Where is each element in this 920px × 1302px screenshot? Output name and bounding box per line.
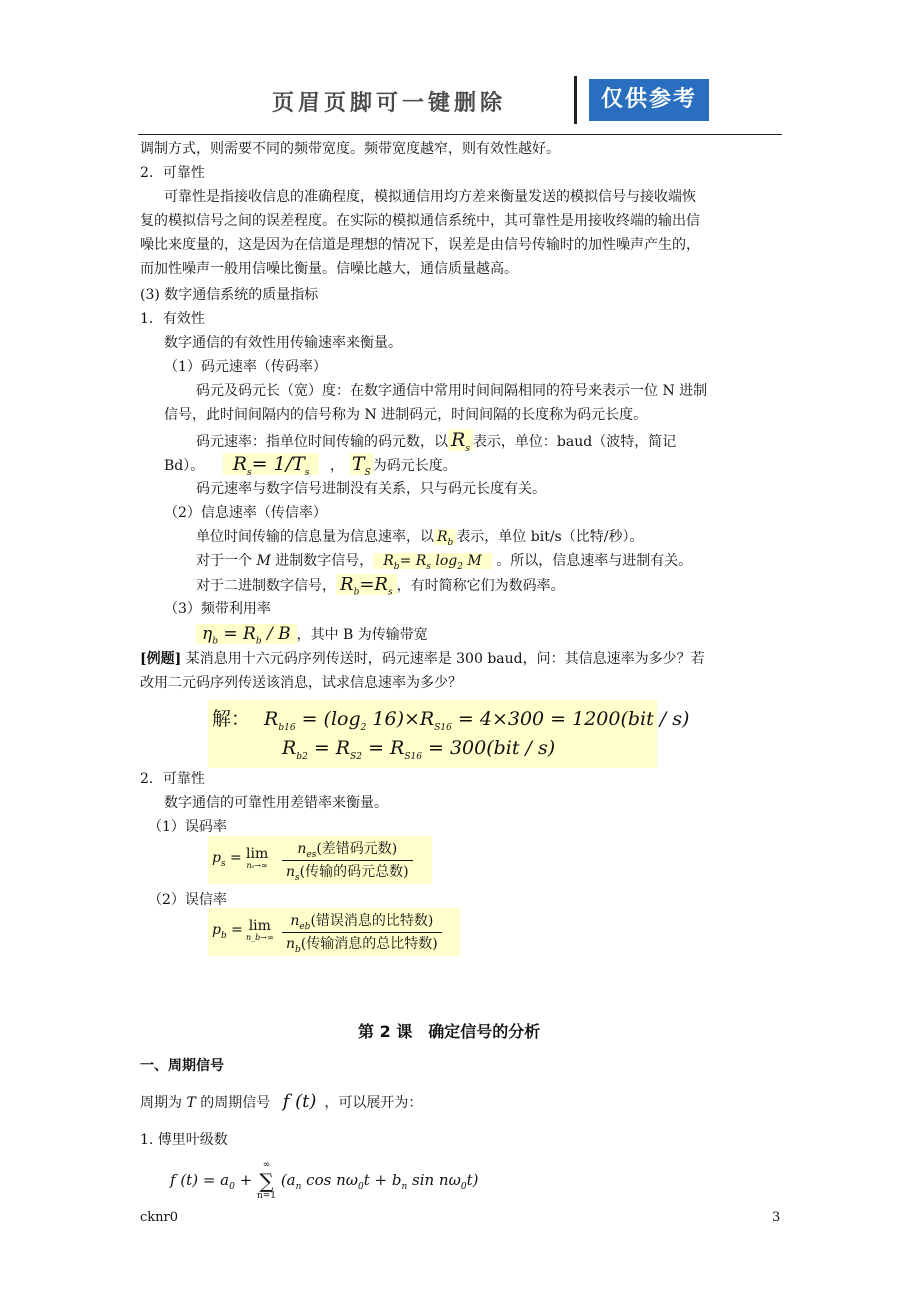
text-line: $\eta_b = R_b / B$ ，其中 B 为传输带宽 [196, 622, 428, 653]
eta-formula: $\eta_b = R_b / B$ [196, 624, 297, 644]
section-heading: 1．有效性 [140, 311, 205, 327]
solution-line-2: $R_{b2} = R_{S2} = R_{S16} = 300(bit / s)$ [282, 737, 556, 762]
section-heading: (3) 数字通信系统的质量指标 [140, 287, 319, 303]
text-line: 数字通信的可靠性用差错率来衡量。 [164, 795, 388, 811]
text-line: 数字通信的有效性用传输速率来衡量。 [164, 335, 402, 351]
text-line: 码元速率：指单位时间传输的码元数，以 $R_s$ 表示，单位：baud（波特，简记 [196, 429, 677, 454]
subsection-heading: （1）码元速率（传码率） [164, 359, 327, 375]
subsection-heading: （2）误信率 [148, 892, 227, 908]
rb-log-formula: $R_b= R_s$ $\log_2 M$ [373, 553, 492, 569]
text-line: 信号，此时间间隔内的信号称为 N 进制码元，时间间隔的长度称为码元长度。 [164, 407, 648, 423]
header-badge: 仅供参考 [589, 79, 709, 121]
text-line: 周期为 T 的周期信号 f (t) ，可以展开为： [140, 1091, 423, 1112]
text-line: 调制方式，则需要不同的频带宽度。频带宽度越窄，则有效性越好。 [140, 141, 560, 157]
fourier-formula: f $(t) = a_0$ + ∞ ∑ n=1 ($a_n$ $\cos n\omega_0t + b_n$ $\sin n\omega_0t$) [170, 1160, 479, 1201]
ps-formula: $p_s$ = lim nₛ→∞ $n_{es}$(差错码元数) $n_s$(传输的码元总数) [208, 836, 432, 884]
section-heading: 2．可靠性 [140, 771, 205, 787]
footer-left: cknr0 [140, 1210, 179, 1225]
page-number: 3 [772, 1210, 781, 1225]
ts-symbol: $T_S$ [351, 453, 371, 478]
text-line: 复的模拟信号之间的误差程度。在实际的模拟通信系统中，其可靠性是用接收终端的输出信 [140, 213, 700, 229]
text-line: 可靠性是指接收信息的准确程度，模拟通信用均方差来衡量发送的模拟信号与接收端恢 [164, 189, 696, 205]
header-watermark-text: 页眉页脚可一键删除 [272, 91, 507, 116]
solution-line-1: 解： $R_{b16} = (\log_2$ $16)\times R_{S16} = 4\times 300 = 1200(bit / s)$ [212, 708, 690, 733]
lesson-title: 第 2 课 确定信号的分析 [358, 1022, 541, 1041]
rs-formula: $R_s= 1/T_s$ [223, 453, 320, 475]
text-line: 单位时间传输的信息量为信息速率，以 $R_b$ 表示，单位 bit/s（比特/秒）。 [196, 529, 644, 548]
text-line: 噪比来度量的，这是因为在信道是理想的情况下，误差是由信号传输时的加性噪声产生的， [140, 237, 700, 253]
text-line: 对于二进制数字信号， $R_b=R_s$ ，有时简称它们为数码率。 [196, 574, 565, 598]
text-line: 码元速率与数字信号进制没有关系，只与码元长度有关。 [196, 481, 546, 497]
text-line: 对于一个 M 进制数字信号， $R_b= R_s$ $\log_2 M$ 。所以，信息速率与进制有关。 [196, 553, 693, 572]
text-line: Bd）。 $R_s= 1/T_s$ ， $T_S$ 为码元长度。 [164, 453, 457, 478]
rb-symbol: $R_b$ [434, 529, 456, 545]
section-title: 一、周期信号 [140, 1058, 224, 1074]
section-heading: 2．可靠性 [140, 165, 205, 181]
text-line: 改用二元码序列传送该消息，试求信息速率为多少？ [140, 675, 462, 691]
subsection-heading: （3）频带利用率 [164, 601, 271, 617]
text-line: 而加性噪声一般用信噪比衡量。信噪比越大，通信质量越高。 [140, 261, 518, 277]
rs-symbol: $R_s$ [448, 429, 473, 451]
section-heading: 1. 傅里叶级数 [140, 1132, 228, 1148]
subsection-heading: （1）误码率 [148, 819, 227, 835]
subsection-heading: （2）信息速率（传信率） [164, 505, 327, 521]
header-rule [138, 134, 782, 135]
rb-rs-formula: $R_b=R_s$ [336, 574, 397, 595]
text-line: 码元及码元长（宽）度：在数字通信中常用时间间隔相同的符号来表示一位 N 进制 [196, 383, 708, 399]
example-line: [例题] 某消息用十六元码序列传送时，码元速率是 300 baud，问：其信息速率为多少？若 [140, 651, 705, 667]
pb-formula: $p_b$ = lim n_b→∞ $n_{eb}$(错误消息的比特数) $n_b$(传输消息的总比特数) [208, 908, 460, 956]
header-divider [574, 76, 577, 124]
